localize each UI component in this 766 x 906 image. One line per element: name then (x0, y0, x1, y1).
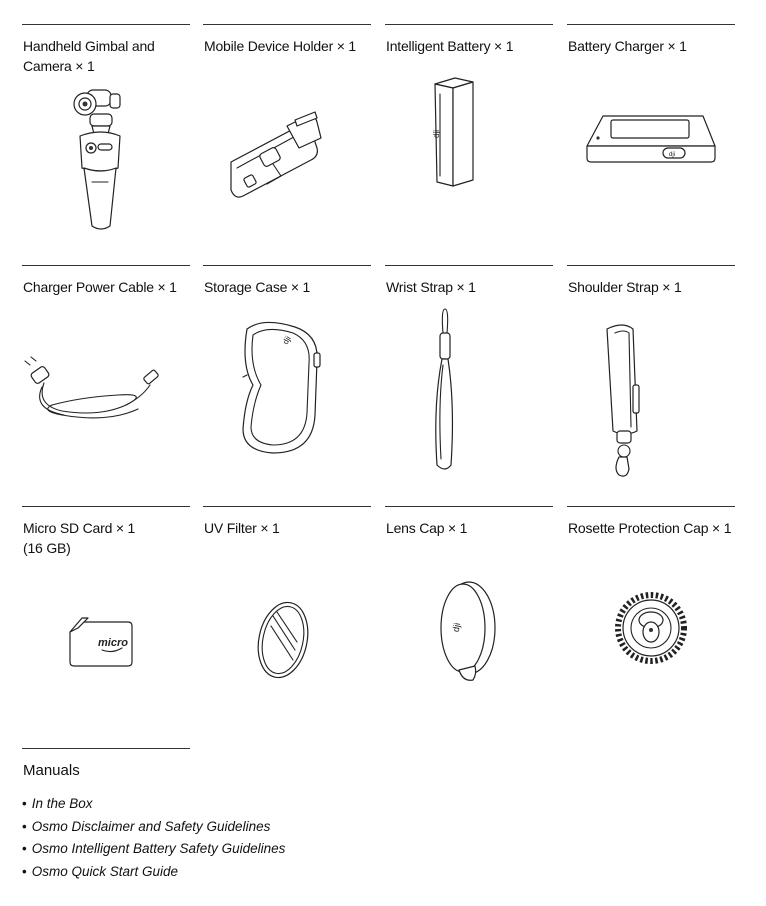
power-cable-icon (22, 305, 190, 485)
storage-case-icon (203, 305, 371, 485)
micro-sd-logo: micro (98, 637, 128, 649)
manual-item-label: Osmo Quick Start Guide (31, 863, 179, 879)
item-divider (203, 506, 371, 507)
item-label: Mobile Device Holder × 1 (204, 38, 356, 54)
charger-icon (567, 64, 735, 244)
gimbal-camera-icon (22, 64, 190, 244)
device-holder-icon (203, 64, 371, 244)
item-charger (567, 24, 735, 254)
manuals-section (22, 748, 286, 879)
bullet: • (22, 863, 27, 879)
manuals-title: Manuals (23, 762, 80, 779)
manuals-list (22, 794, 382, 884)
item-shoulder-strap (567, 265, 735, 495)
item-divider (203, 24, 371, 25)
battery-icon (385, 64, 553, 244)
uv-filter-icon (203, 546, 371, 726)
item-label: Wrist Strap × 1 (386, 279, 476, 295)
dji-logo: dji (450, 622, 463, 633)
item-label: Charger Power Cable × 1 (23, 279, 177, 295)
manuals-divider (22, 748, 190, 749)
item-lens-cap (385, 506, 553, 736)
dji-logo: dji (432, 129, 441, 138)
item-label: UV Filter × 1 (204, 520, 280, 536)
item-divider (22, 265, 190, 266)
lens-cap-icon (385, 546, 553, 726)
item-gimbal-camera (22, 24, 190, 254)
item-label: Battery Charger × 1 (568, 38, 687, 54)
item-divider (385, 24, 553, 25)
item-label: Lens Cap × 1 (386, 520, 468, 536)
item-label: Micro SD Card × 1 (16 GB) (23, 520, 136, 556)
item-power-cable (22, 265, 190, 495)
wrist-strap-icon (385, 305, 553, 485)
item-wrist-strap (385, 265, 553, 495)
bullet: • (22, 841, 27, 856)
item-label: Rosette Protection Cap × 1 (568, 520, 732, 536)
item-battery (385, 24, 553, 254)
rosette-cap-icon (567, 546, 735, 726)
manual-item (22, 839, 382, 862)
item-uv-filter (203, 506, 371, 736)
item-label: Handheld Gimbal and Camera × 1 (23, 38, 155, 74)
manual-item-label: In the Box (31, 796, 93, 811)
micro-sd-card-icon (22, 546, 190, 726)
item-label: Storage Case × 1 (204, 279, 311, 295)
item-divider (385, 506, 553, 507)
manual-item (22, 817, 382, 840)
manual-item-label: Osmo Disclaimer and Safety Guidelines (31, 818, 271, 834)
item-divider (385, 265, 553, 266)
manual-item (22, 862, 382, 885)
item-label: Intelligent Battery × 1 (386, 38, 514, 54)
manual-item-label: Osmo Intelligent Battery Safety Guidelines (31, 841, 286, 856)
shoulder-strap-icon (567, 305, 735, 485)
manual-item (22, 794, 382, 817)
item-divider (22, 506, 190, 507)
dji-logo: dji (280, 334, 293, 346)
dji-logo: dji (669, 152, 676, 158)
item-divider (567, 265, 735, 266)
bullet: • (22, 796, 27, 811)
item-device-holder (203, 24, 371, 254)
item-divider (203, 265, 371, 266)
bullet: • (22, 818, 27, 834)
item-label: Shoulder Strap × 1 (568, 279, 682, 295)
item-divider (22, 24, 190, 25)
item-divider (567, 24, 735, 25)
item-divider (567, 506, 735, 507)
item-storage-case (203, 265, 371, 495)
item-rosette-cap (567, 506, 735, 736)
item-micro-sd-card (22, 506, 190, 736)
